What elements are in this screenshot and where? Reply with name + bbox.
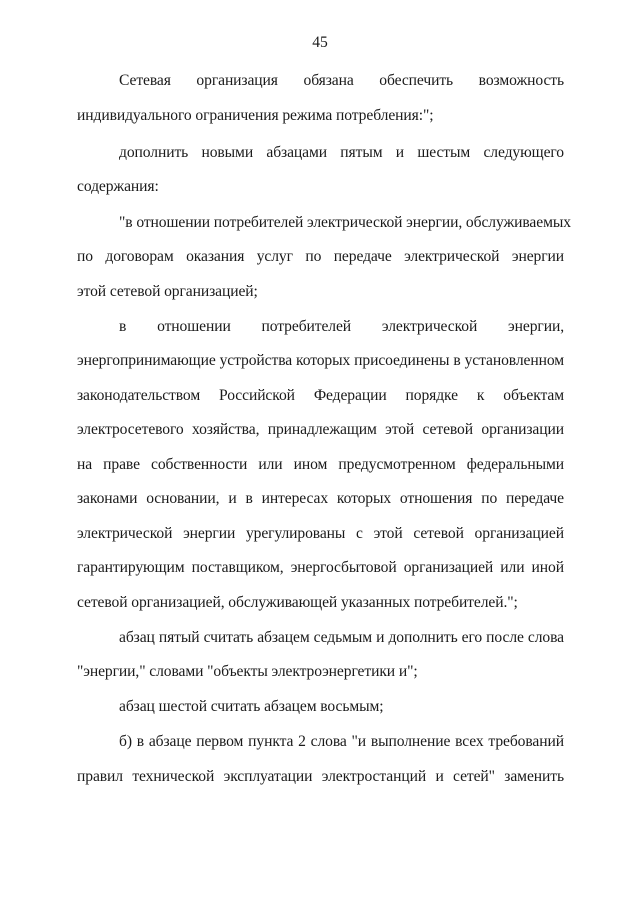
text-line: этой сетевой организацией;: [77, 283, 258, 300]
text-line: в отношении потребителей электрической энергии,: [119, 318, 564, 335]
text-line: электросетевого хозяйства, принадлежащим этой сетевой организации: [77, 421, 564, 438]
text-line: б) в абзаце первом пункта 2 слова "и выполнение всех требований: [119, 733, 564, 750]
text-line: на праве собственности или ином предусмотренном федеральными: [77, 456, 564, 473]
text-line: "в отношении потребителей электрической энергии, обслуживаемых: [119, 214, 571, 231]
text-line: содержания:: [77, 178, 159, 195]
text-line: абзац пятый считать абзацем седьмым и дополнить его после слова: [119, 629, 564, 646]
page-number: 45: [312, 34, 328, 51]
text-line: индивидуального ограничения режима потребления:";: [77, 107, 434, 124]
text-line: по договорам оказания услуг по передаче электрической энергии: [77, 248, 564, 265]
text-line: правил технической эксплуатации электростанций и сетей" заменить: [77, 768, 564, 785]
text-line: дополнить новыми абзацами пятым и шестым следующего: [119, 144, 564, 161]
text-line: гарантирующим поставщиком, энергосбытовой организацией или иной: [77, 559, 564, 576]
text-line: "энергии," словами "объекты электроэнергетики и";: [77, 663, 418, 680]
text-line: законодательством Российской Федерации порядке к объектам: [77, 387, 564, 404]
text-line: абзац шестой считать абзацем восьмым;: [119, 698, 384, 715]
text-line: Сетевая организация обязана обеспечить возможность: [119, 72, 564, 89]
text-line: законами основании, и в интересах которых отношения по передаче: [77, 490, 564, 507]
text-line: энергопринимающие устройства которых присоединены в установленном: [77, 352, 564, 369]
text-line: электрической энергии урегулированы с этой сетевой организацией: [77, 525, 564, 542]
text-line: сетевой организацией, обслуживающей указанных потребителей.";: [77, 594, 518, 611]
